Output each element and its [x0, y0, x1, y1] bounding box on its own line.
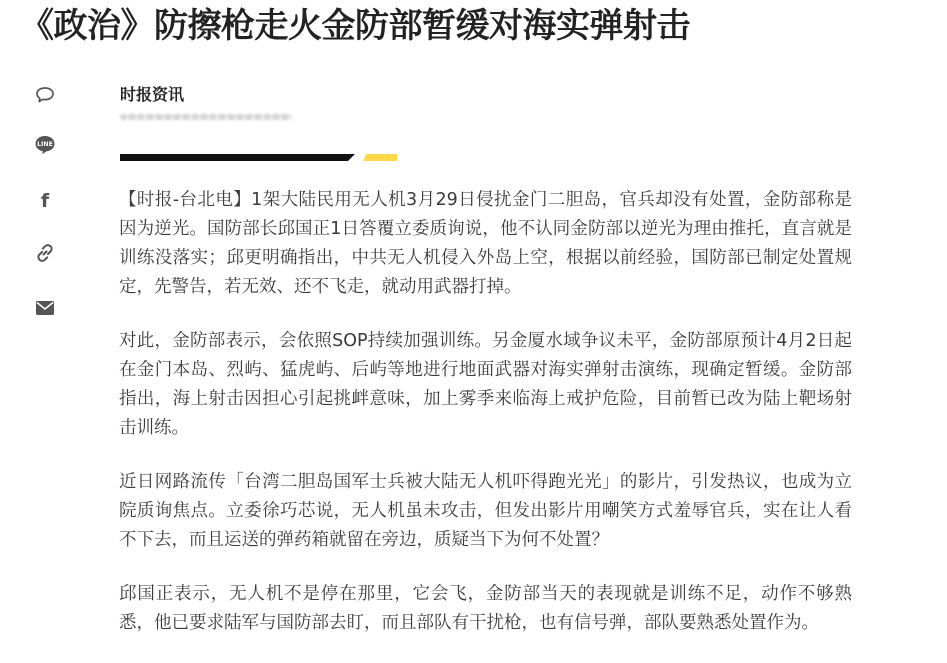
- line-share-button[interactable]: [28, 128, 62, 162]
- facebook-icon-text: f: [40, 190, 50, 210]
- copy-link-button[interactable]: [28, 236, 62, 270]
- article-body: [119, 186, 852, 663]
- line-icon: [34, 134, 56, 156]
- facebook-share-button[interactable]: [28, 183, 62, 217]
- news-source: 时报资讯: [120, 85, 185, 104]
- article-paragraph: 【时报-台北电】1架大陆民用无人机3月29日侵扰金门二胆岛，官兵却没有处置，金防部称是因为逆光。国防部长邱国正1日答覆立委质询说，他不认同金防部以逆光为理由推托，直言就是训练没落实；邱更明确指出，中共无人机侵入外岛上空，根据以前经验，国防部已制定处置规定，先警告，若无效、还不飞走，就动用武器打掉。: [119, 190, 852, 297]
- divider-accent-bar: [363, 154, 397, 161]
- article-paragraph: 近日网路流传「台湾二胆岛国军士兵被大陆无人机吓得跑光光」的影片，引发热议，也成为立院质询焦点。立委徐巧芯说，无人机虽未攻击，但发出影片用嘲笑方式羞辱官兵，实在让人看不下去，而且运送的弹药箱就留在旁边，质疑当下为何不处置？: [119, 472, 852, 550]
- divider-dark-bar: [120, 154, 355, 161]
- blurred-date: [120, 114, 292, 120]
- article-byline: [120, 84, 292, 120]
- email-icon: [35, 300, 55, 316]
- comment-icon: [35, 86, 55, 104]
- header-divider: [120, 154, 400, 161]
- line-icon-text: LINE: [37, 140, 53, 148]
- article-paragraph: 邱国正表示，无人机不是停在那里，它会飞，金防部当天的表现就是训练不足，动作不够熟悉，他已要求陆军与国防部去盯，而且部队有干扰枪，也有信号弹，部队要熟悉处置作为。: [119, 584, 852, 633]
- article-paragraph: 对此，金防部表示，会依照SOP持续加强训练。另金厦水域争议未平，金防部原预计4月2日起在金门本岛、烈屿、猛虎屿、后屿等地进行地面武器对海实弹射击演练，现确定暂缓。金防部指出，海上射击因担心引起挑衅意味，加上雾季来临海上戒护危险，目前暂已改为陆上靶场射击训练。: [119, 331, 852, 438]
- link-icon: [34, 242, 56, 264]
- facebook-icon: [35, 190, 55, 210]
- comment-button[interactable]: [28, 78, 62, 112]
- email-share-button[interactable]: [28, 291, 62, 325]
- article-headline: 《政治》防擦枪走火金防部暂缓对海实弹射击: [20, 6, 690, 46]
